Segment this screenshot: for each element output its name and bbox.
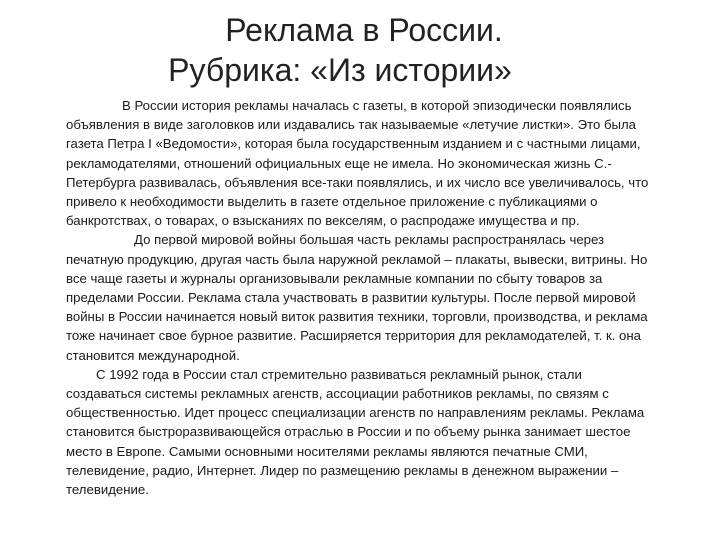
title-line-2: Рубрика: «Из истории»: [168, 52, 512, 88]
paragraph-2: До первой мировой войны большая часть рекламы распространялась через печатную продукцию, другая часть была наружной рекламой – плакаты, вывески, витрины. Но все чаще газеты и журналы организовывали рекламные компании по сбыту товаров за пределами России. Реклама стала участвовать в развитии культуры. После первой мировой войны в России начинается новый виток развития техники, торговли, производства, и реклама тоже начинает свое бурное развитие. Расширяется территория для рекламодателей, т. к. она становится международной.: [66, 232, 648, 363]
paragraph-3: С 1992 года в России стал стремительно развиваться рекламный рынок, стали создаваться системы рекламных агенств, ассоциации работников рекламы, по связям с общественностью. Идет процесс специализации агенств по направлениям рекламы. Реклама становится быстроразвивающейся отраслью в России и по объему рынка занимает шестое место в Европе. Самыми основными носителями рекламы являются печатные СМИ, телевидение, радио, Интернет. Лидер по размещению рекламы в денежном выражении – телевидение.: [66, 366, 645, 498]
paragraph-1: В России история рекламы началась с газеты, в которой эпизодически появлялись объявления в виде заголовков или издавались так называемые «летучие листки». Это была газета Петра I «Ведомости», которая была государственным изданием и с частными лицами, рекламодателями, отношений официальных еще не имела. Но экономическая жизнь С.- Петербурга развивалась, объявления все-таки появлялись, и их число все увеличивалось, что привело к необходимости выделить в газете отдельное приложение с публикациями о банкротствах, о товарах, о взысканиях по векселям, о распродаже имущества и пр.: [66, 98, 649, 229]
body-text: [66, 96, 658, 499]
slide-title: [120, 10, 600, 90]
title-line-1: Реклама в России.: [225, 12, 503, 48]
